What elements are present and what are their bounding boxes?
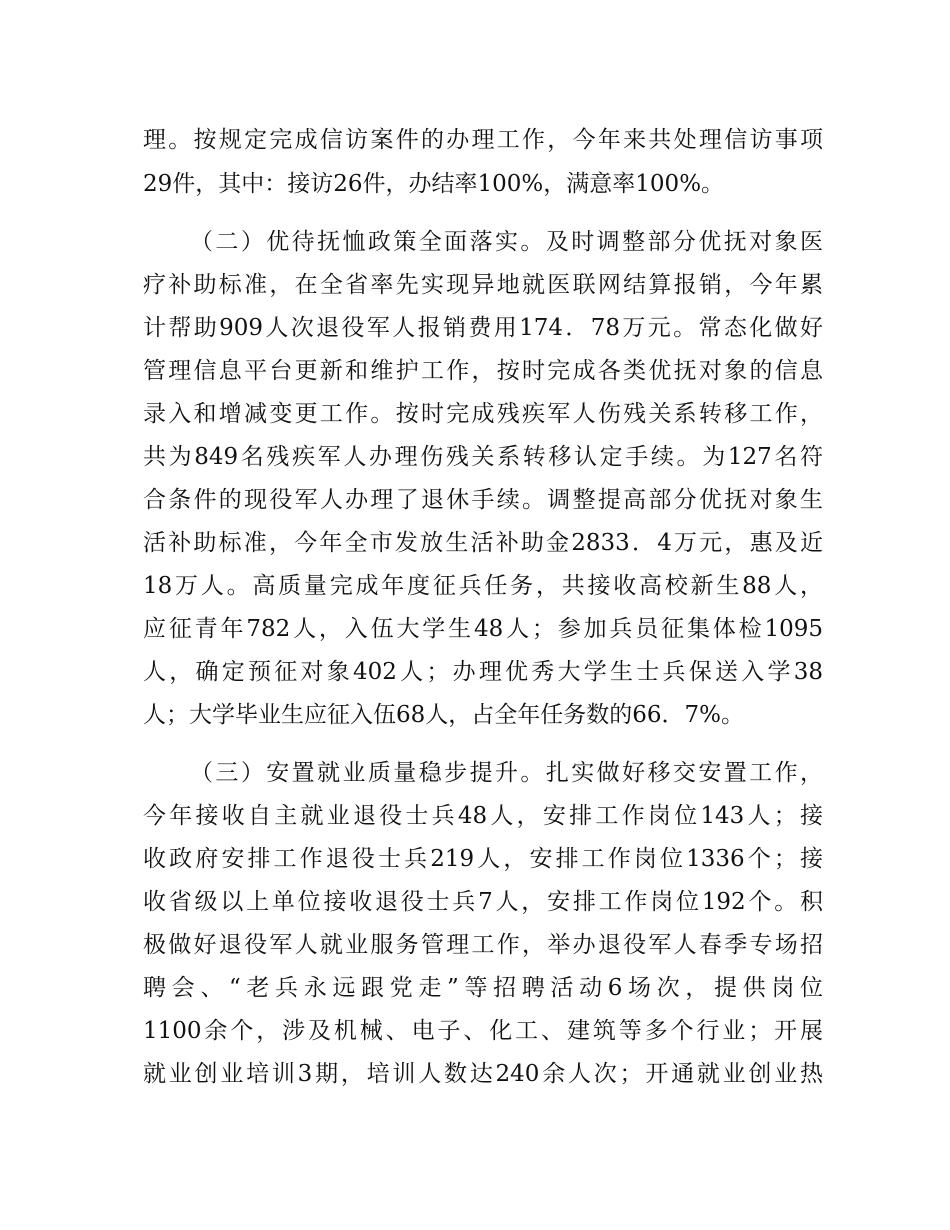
paragraph-line: 理。按规定完成信访案件的办理工作，今年来共处理信访事项 — [143, 127, 823, 153]
paragraph-line: 人；大学毕业生应征入伍68人，占全年任务数的66．7%。 — [143, 702, 745, 728]
paragraph-line: 今年接收自主就业退役士兵48人，安排工作岗位143人；接 — [143, 803, 823, 829]
paragraph-line: 计帮助909人次退役军人报销费用174．78万元。常态化做好 — [143, 315, 823, 341]
paragraph-line: 收政府安排工作退役士兵219人，安排工作岗位1336个；接 — [143, 846, 823, 872]
paragraph-line: 就业创业培训3期，培训人数达240余人次；开通就业创业热 — [143, 1061, 823, 1087]
paragraph-line: 18万人。高质量完成年度征兵任务，共接收高校新生88人， — [143, 573, 823, 599]
paragraph-line: 录入和增减变更工作。按时完成残疾军人伤残关系转移工作， — [143, 401, 823, 427]
paragraph-line: 人，确定预征对象402人；办理优秀大学生士兵保送入学38 — [143, 659, 823, 685]
paragraph-line: 1100余个，涉及机械、电子、化工、建筑等多个行业；开展 — [143, 1018, 823, 1044]
paragraph-line: 聘会、“老兵永远跟党走”等招聘活动6场次，提供岗位 — [143, 975, 823, 1001]
paragraph-line: （二）优待抚恤政策全面落实。及时调整部分优抚对象医 — [190, 229, 823, 255]
paragraph-line: 共为849名残疾军人办理伤残关系转移认定手续。为127名符 — [143, 444, 823, 470]
paragraph-line: 极做好退役军人就业服务管理工作，举办退役军人春季专场招 — [143, 932, 823, 958]
paragraph-line: 管理信息平台更新和维护工作，按时完成各类优抚对象的信息 — [143, 358, 823, 384]
paragraph-line: 收省级以上单位接收退役士兵7人，安排工作岗位192个。积 — [143, 889, 823, 915]
paragraph-line: 活补助标准，今年全市发放生活补助金2833．4万元，惠及近 — [143, 530, 823, 556]
paragraph-line: 疗补助标准，在全省率先实现异地就医联网结算报销，今年累 — [143, 272, 823, 298]
paragraph-line: 29件，其中：接访26件，办结率100%，满意率100%。 — [143, 171, 725, 197]
paragraph-line: （三）安置就业质量稳步提升。扎实做好移交安置工作， — [190, 760, 823, 786]
paragraph-line: 合条件的现役军人办理了退休手续。调整提高部分优抚对象生 — [143, 487, 823, 513]
paragraph-line: 应征青年782人，入伍大学生48人；参加兵员征集体检1095 — [143, 616, 823, 642]
